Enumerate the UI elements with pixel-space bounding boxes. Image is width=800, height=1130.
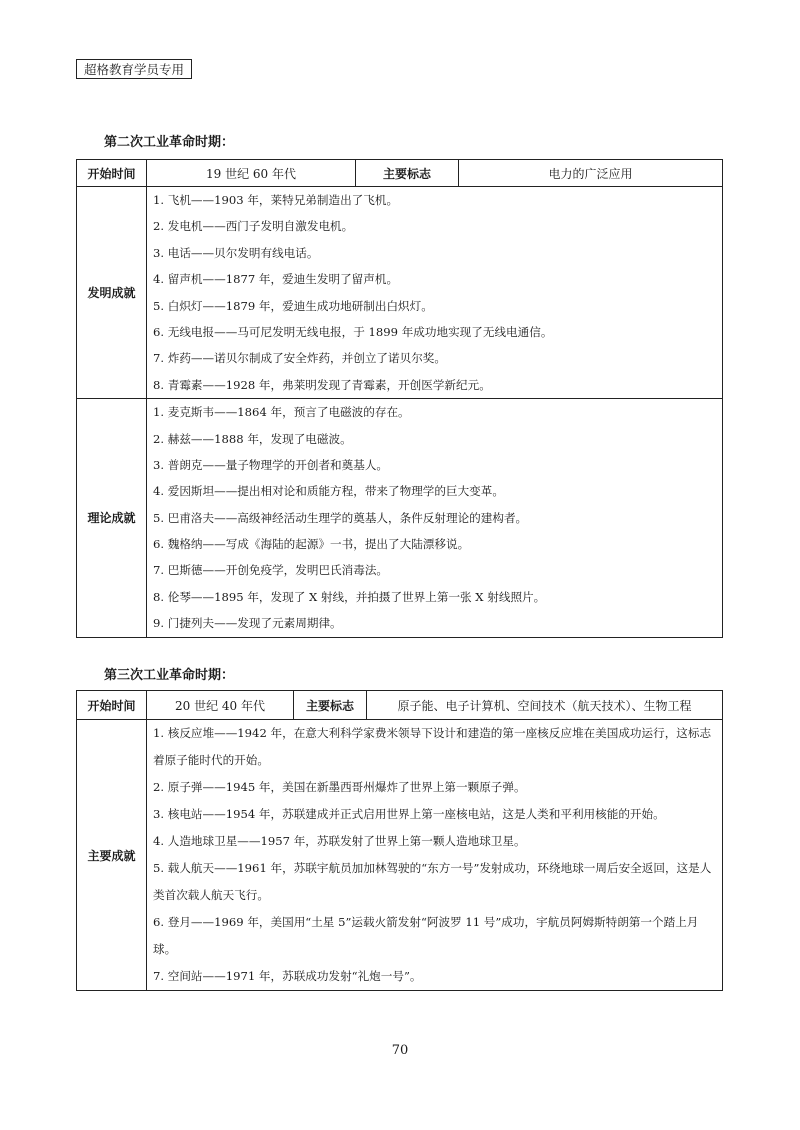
list-item: 7. 炸药——诺贝尔制成了安全炸药，并创立了诺贝尔奖。	[153, 351, 446, 366]
second-revolution-title: 第二次工业革命时期：	[104, 135, 235, 150]
start-time-label: 开始时间	[77, 160, 147, 187]
list-item: 3. 普朗克——量子物理学的开创者和奠基人。	[153, 457, 389, 472]
start-time-label: 开始时间	[77, 691, 147, 720]
list-item: 4. 人造地球卫星——1957 年，苏联发射了世界上第一颗人造地球卫星。	[153, 834, 526, 848]
list-item: 4. 爱因斯坦——提出相对论和质能方程，带来了物理学的巨大变革。	[153, 484, 504, 499]
list-item: 5. 巴甫洛夫——高级神经活动生理学的奠基人，条件反射理论的建构者。	[153, 510, 528, 525]
list-item: 1. 飞机——1903 年，莱特兄弟制造出了飞机。	[153, 193, 399, 207]
list-item: 9. 门捷列夫——发现了元素周期律。	[153, 616, 342, 631]
list-item: 5. 载人航天——1961 年，苏联宇航员加加林驾驶的“东方一号”发射成功，环绕地球一周后安全返回，这是人类首次载人航天飞行。	[153, 861, 712, 902]
table-row	[77, 187, 723, 399]
main-sign-value: 原子能、电子计算机、空间技术（航天技术）、生物工程	[367, 691, 723, 720]
third-revolution-title: 第三次工业革命时期：	[104, 668, 235, 683]
main-achievement-label: 主要成就	[77, 720, 147, 991]
table-row	[77, 691, 723, 720]
theory-list	[147, 399, 723, 638]
main-sign-label: 主要标志	[294, 691, 367, 720]
start-time-value: 19 世纪 60 年代	[147, 160, 356, 187]
third-revolution-table	[76, 690, 723, 991]
list-item: 7. 巴斯德——开创免疫学，发明巴氏消毒法。	[153, 563, 389, 578]
theory-label: 理论成就	[77, 399, 147, 638]
list-item: 6. 登月——1969 年，美国用“土星 5”运载火箭发射“阿波罗 11 号”成功，宇航员阿姆斯特朗第一个踏上月球。	[153, 915, 699, 956]
list-item: 5. 白炽灯——1879 年，爱迪生成功地研制出白炽灯。	[153, 298, 433, 313]
list-item: 7. 空间站——1971 年，苏联成功发射“礼炮一号”。	[153, 969, 422, 983]
list-item: 1. 麦克斯韦——1864 年，预言了电磁波的存在。	[153, 405, 410, 420]
start-time-value: 20 世纪 40 年代	[147, 691, 294, 720]
main-sign-label: 主要标志	[356, 160, 459, 187]
main-sign-value: 电力的广泛应用	[459, 160, 723, 187]
achievement-list	[147, 720, 723, 991]
list-item: 4. 留声机——1877 年，爱迪生发明了留声机。	[153, 272, 399, 287]
list-item: 2. 发电机——西门子发明自激发电机。	[153, 219, 354, 234]
list-item: 8. 伦琴——1895 年，发现了 X 射线，并拍摄了世界上第一张 X 射线照片。	[153, 589, 546, 604]
table-row	[77, 720, 723, 991]
invention-label: 发明成就	[77, 187, 147, 399]
second-revolution-table	[76, 159, 723, 638]
table-row	[77, 399, 723, 638]
page-number: 70	[391, 1043, 409, 1058]
list-item: 8. 青霉素——1928 年，弗莱明发现了青霉素，开创医学新纪元。	[153, 377, 491, 392]
table-row	[77, 160, 723, 187]
list-item: 1. 核反应堆——1942 年，在意大利科学家费米领导下设计和建造的第一座核反应堆在美国成功运行，这标志着原子能时代的开始。	[153, 726, 712, 767]
list-item: 3. 电话——贝尔发明有线电话。	[153, 245, 319, 260]
list-item: 6. 无线电报——马可尼发明无线电报，于 1899 年成功地实现了无线电通信。	[153, 324, 553, 339]
list-item: 2. 原子弹——1945 年，美国在新墨西哥州爆炸了世界上第一颗原子弹。	[153, 780, 526, 794]
header-label: 超格教育学员专用	[76, 59, 192, 79]
list-item: 3. 核电站——1954 年，苏联建成并正式启用世界上第一座核电站，这是人类和平利用核能的开始。	[153, 807, 665, 821]
list-item: 6. 魏格纳——写成《海陆的起源》一书，提出了大陆漂移说。	[153, 537, 470, 552]
invention-list	[147, 187, 723, 399]
list-item: 2. 赫兹——1888 年，发现了电磁波。	[153, 431, 352, 446]
